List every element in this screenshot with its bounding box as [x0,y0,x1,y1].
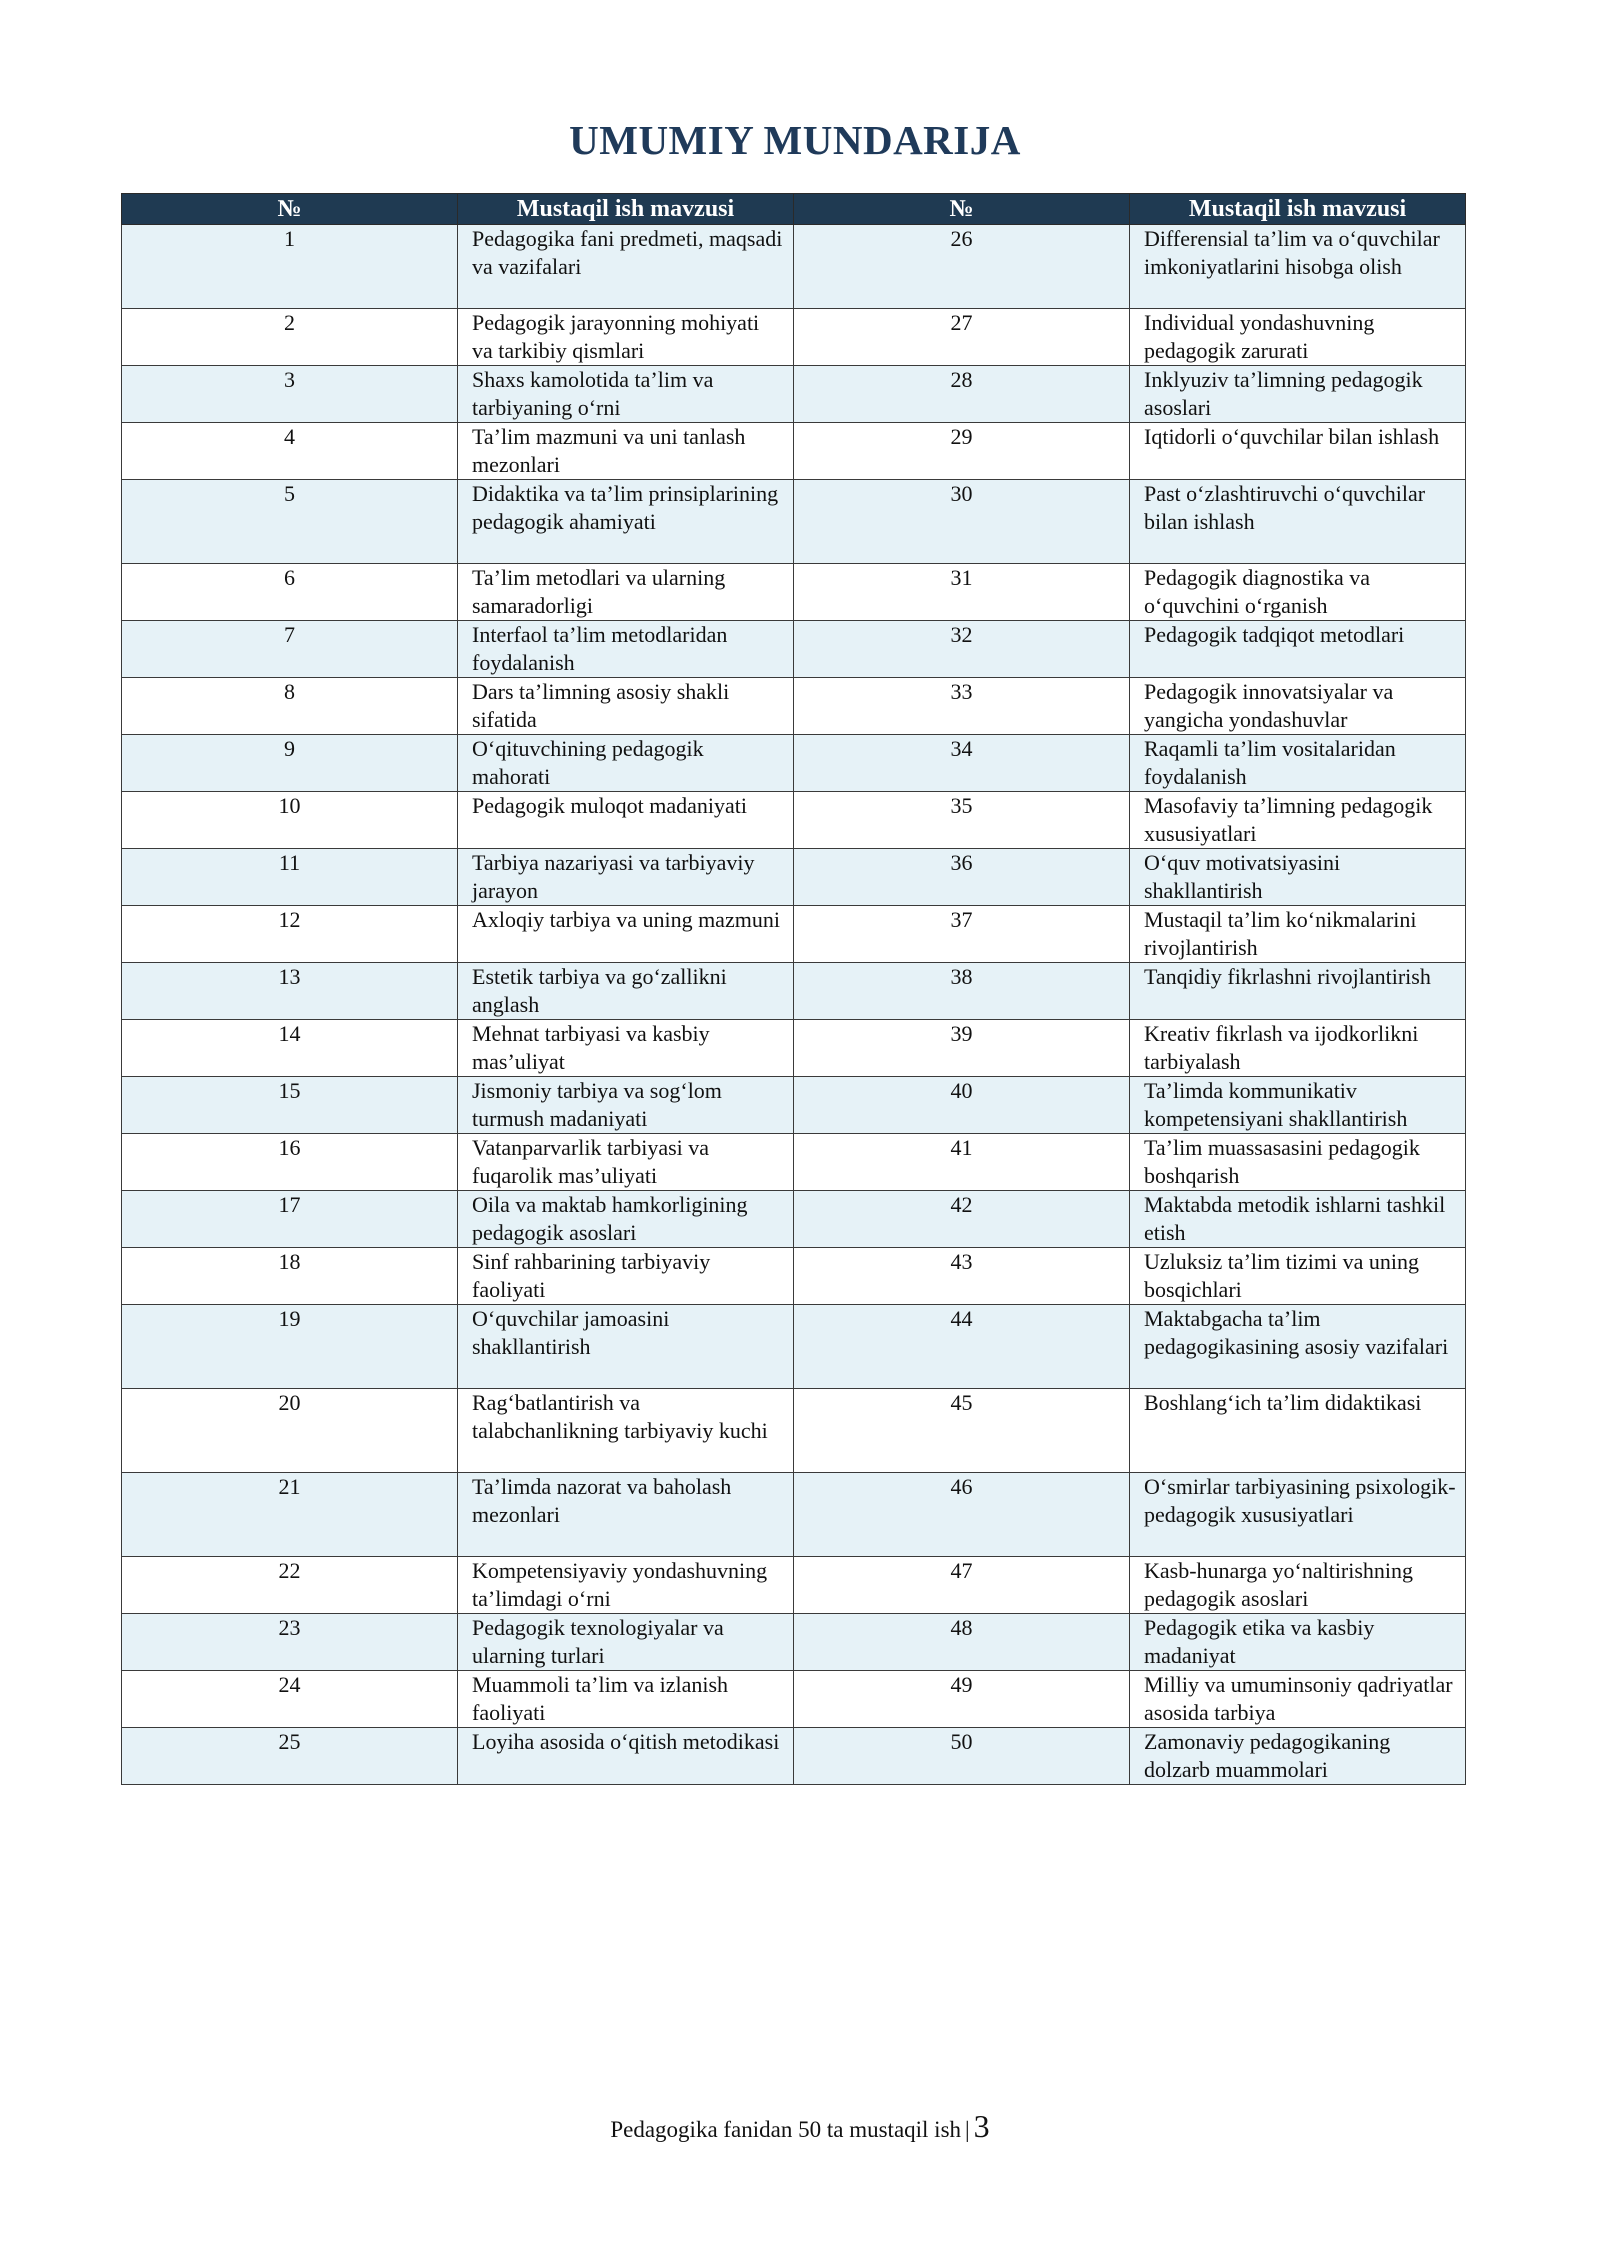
row-number-left: 21 [122,1473,458,1557]
row-topic-right: Zamonaviy pedagogikaning dolzarb muammolari [1130,1728,1466,1785]
header-number-right: № [794,194,1130,225]
row-number-left: 22 [122,1557,458,1614]
table-row [122,423,1466,480]
row-topic-right: Ta’limda kommunikativ kompetensiyani shakllantirish [1130,1077,1466,1134]
row-topic-left: Didaktika va ta’lim prinsiplarining pedagogik ahamiyati [458,480,794,564]
footer-text: Pedagogika fanidan 50 ta mustaqil ish [610,2117,962,2142]
page-footer [0,2108,1600,2145]
table-body [122,225,1466,1785]
row-number-right: 41 [794,1134,1130,1191]
row-number-right: 29 [794,423,1130,480]
row-number-left: 5 [122,480,458,564]
table-row [122,1134,1466,1191]
header-topic-left: Mustaqil ish mavzusi [458,194,794,225]
row-number-right: 39 [794,1020,1130,1077]
row-topic-left: Kompetensiyaviy yondashuvning ta’limdagi o‘rni [458,1557,794,1614]
header-topic-right: Mustaqil ish mavzusi [1130,194,1466,225]
table-row [122,735,1466,792]
contents-table [121,193,1466,1785]
table-header-row [122,194,1466,225]
row-topic-left: Oila va maktab hamkorligining pedagogik asoslari [458,1191,794,1248]
table-row [122,963,1466,1020]
row-topic-right: Tanqidiy fikrlashni rivojlantirish [1130,963,1466,1020]
row-topic-right: Individual yondashuvning pedagogik zarurati [1130,309,1466,366]
row-number-left: 25 [122,1728,458,1785]
table-row [122,1557,1466,1614]
row-number-left: 12 [122,906,458,963]
row-topic-right: Pedagogik etika va kasbiy madaniyat [1130,1614,1466,1671]
row-topic-right: Kreativ fikrlash va ijodkorlikni tarbiyalash [1130,1020,1466,1077]
row-number-right: 36 [794,849,1130,906]
row-topic-right: Maktabda metodik ishlarni tashkil etish [1130,1191,1466,1248]
table-row [122,480,1466,564]
row-number-left: 9 [122,735,458,792]
table-row [122,366,1466,423]
table-row [122,1077,1466,1134]
row-topic-right: Uzluksiz ta’lim tizimi va uning bosqichlari [1130,1248,1466,1305]
row-topic-left: Pedagogik muloqot madaniyati [458,792,794,849]
row-number-left: 24 [122,1671,458,1728]
row-topic-right: Pedagogik diagnostika va o‘quvchini o‘rganish [1130,564,1466,621]
row-topic-right: Raqamli ta’lim vositalaridan foydalanish [1130,735,1466,792]
row-topic-right: Boshlang‘ich ta’lim didaktikasi [1130,1389,1466,1473]
row-number-left: 8 [122,678,458,735]
row-number-left: 2 [122,309,458,366]
table-header [122,194,1466,225]
row-topic-right: Masofaviy ta’limning pedagogik xususiyatlari [1130,792,1466,849]
row-number-left: 14 [122,1020,458,1077]
table-row [122,1389,1466,1473]
row-number-left: 20 [122,1389,458,1473]
row-number-left: 7 [122,621,458,678]
table-row [122,225,1466,309]
header-number-left: № [122,194,458,225]
row-topic-left: Sinf rahbarining tarbiyaviy faoliyati [458,1248,794,1305]
row-topic-left: Ta’lim mazmuni va uni tanlash mezonlari [458,423,794,480]
table-row [122,792,1466,849]
row-number-left: 10 [122,792,458,849]
row-topic-left: Dars ta’limning asosiy shakli sifatida [458,678,794,735]
row-number-left: 4 [122,423,458,480]
table-row [122,678,1466,735]
table-row [122,1728,1466,1785]
table-row [122,906,1466,963]
row-number-right: 28 [794,366,1130,423]
row-topic-left: Muammoli ta’lim va izlanish faoliyati [458,1671,794,1728]
table-row [122,1473,1466,1557]
row-number-right: 43 [794,1248,1130,1305]
row-topic-left: Tarbiya nazariyasi va tarbiyaviy jarayon [458,849,794,906]
table-row [122,1671,1466,1728]
row-number-left: 13 [122,963,458,1020]
row-topic-right: Differensial ta’lim va o‘quvchilar imkoniyatlarini hisobga olish [1130,225,1466,309]
table-row [122,309,1466,366]
row-topic-left: O‘qituvchining pedagogik mahorati [458,735,794,792]
row-topic-left: Estetik tarbiya va go‘zallikni anglash [458,963,794,1020]
row-number-right: 34 [794,735,1130,792]
row-topic-right: Milliy va umuminsoniy qadriyatlar asosida tarbiya [1130,1671,1466,1728]
row-topic-right: Maktabgacha ta’lim pedagogikasining asosiy vazifalari [1130,1305,1466,1389]
row-topic-right: O‘smirlar tarbiyasining psixologik-pedagogik xususiyatlari [1130,1473,1466,1557]
row-topic-right: Past o‘zlashtiruvchi o‘quvchilar bilan ishlash [1130,480,1466,564]
row-number-right: 45 [794,1389,1130,1473]
row-topic-left: Interfaol ta’lim metodlaridan foydalanish [458,621,794,678]
row-topic-left: Pedagogik texnologiyalar va ularning turlari [458,1614,794,1671]
table-row [122,1020,1466,1077]
row-number-right: 48 [794,1614,1130,1671]
row-topic-right: Ta’lim muassasasini pedagogik boshqarish [1130,1134,1466,1191]
row-topic-right: Kasb-hunarga yo‘naltirishning pedagogik asoslari [1130,1557,1466,1614]
footer-separator: | [965,2117,970,2142]
row-number-left: 23 [122,1614,458,1671]
row-number-right: 46 [794,1473,1130,1557]
row-topic-right: Iqtidorli o‘quvchilar bilan ishlash [1130,423,1466,480]
row-number-left: 15 [122,1077,458,1134]
row-number-right: 40 [794,1077,1130,1134]
row-number-left: 11 [122,849,458,906]
table-row [122,1248,1466,1305]
row-number-right: 26 [794,225,1130,309]
row-number-left: 18 [122,1248,458,1305]
row-number-right: 44 [794,1305,1130,1389]
table-row [122,1614,1466,1671]
row-topic-left: Rag‘batlantirish va talabchanlikning tarbiyaviy kuchi [458,1389,794,1473]
row-topic-left: Ta’lim metodlari va ularning samaradorligi [458,564,794,621]
row-number-left: 3 [122,366,458,423]
row-topic-right: Mustaqil ta’lim ko‘nikmalarini rivojlantirish [1130,906,1466,963]
row-number-left: 1 [122,225,458,309]
row-number-right: 42 [794,1191,1130,1248]
row-topic-left: Axloqiy tarbiya va uning mazmuni [458,906,794,963]
row-topic-right: O‘quv motivatsiyasini shakllantirish [1130,849,1466,906]
row-number-right: 27 [794,309,1130,366]
row-number-right: 31 [794,564,1130,621]
row-number-right: 47 [794,1557,1130,1614]
row-topic-left: Mehnat tarbiyasi va kasbiy mas’uliyat [458,1020,794,1077]
row-topic-right: Inklyuziv ta’limning pedagogik asoslari [1130,366,1466,423]
table-row [122,1305,1466,1389]
row-number-left: 17 [122,1191,458,1248]
row-number-left: 16 [122,1134,458,1191]
row-number-left: 19 [122,1305,458,1389]
row-topic-left: Pedagogik jarayonning mohiyati va tarkibiy qismlari [458,309,794,366]
table-row [122,564,1466,621]
row-number-right: 32 [794,621,1130,678]
row-number-right: 49 [794,1671,1130,1728]
table-row [122,849,1466,906]
row-topic-left: Jismoniy tarbiya va sog‘lom turmush madaniyati [458,1077,794,1134]
row-topic-right: Pedagogik innovatsiyalar va yangicha yondashuvlar [1130,678,1466,735]
row-number-right: 30 [794,480,1130,564]
row-topic-left: Loyiha asosida o‘qitish metodikasi [458,1728,794,1785]
table-row [122,1191,1466,1248]
row-topic-left: Pedagogika fani predmeti, maqsadi va vazifalari [458,225,794,309]
page-title: UMUMIY MUNDARIJA [569,117,1021,163]
row-topic-left: Ta’limda nazorat va baholash mezonlari [458,1473,794,1557]
row-number-right: 35 [794,792,1130,849]
row-topic-right: Pedagogik tadqiqot metodlari [1130,621,1466,678]
row-number-right: 50 [794,1728,1130,1785]
row-number-right: 33 [794,678,1130,735]
row-topic-left: Vatanparvarlik tarbiyasi va fuqarolik mas’uliyati [458,1134,794,1191]
page-number: 3 [973,2108,990,2144]
row-number-right: 37 [794,906,1130,963]
row-number-left: 6 [122,564,458,621]
table-row [122,621,1466,678]
row-number-right: 38 [794,963,1130,1020]
row-topic-left: Shaxs kamolotida ta’lim va tarbiyaning o‘rni [458,366,794,423]
row-topic-left: O‘quvchilar jamoasini shakllantirish [458,1305,794,1389]
